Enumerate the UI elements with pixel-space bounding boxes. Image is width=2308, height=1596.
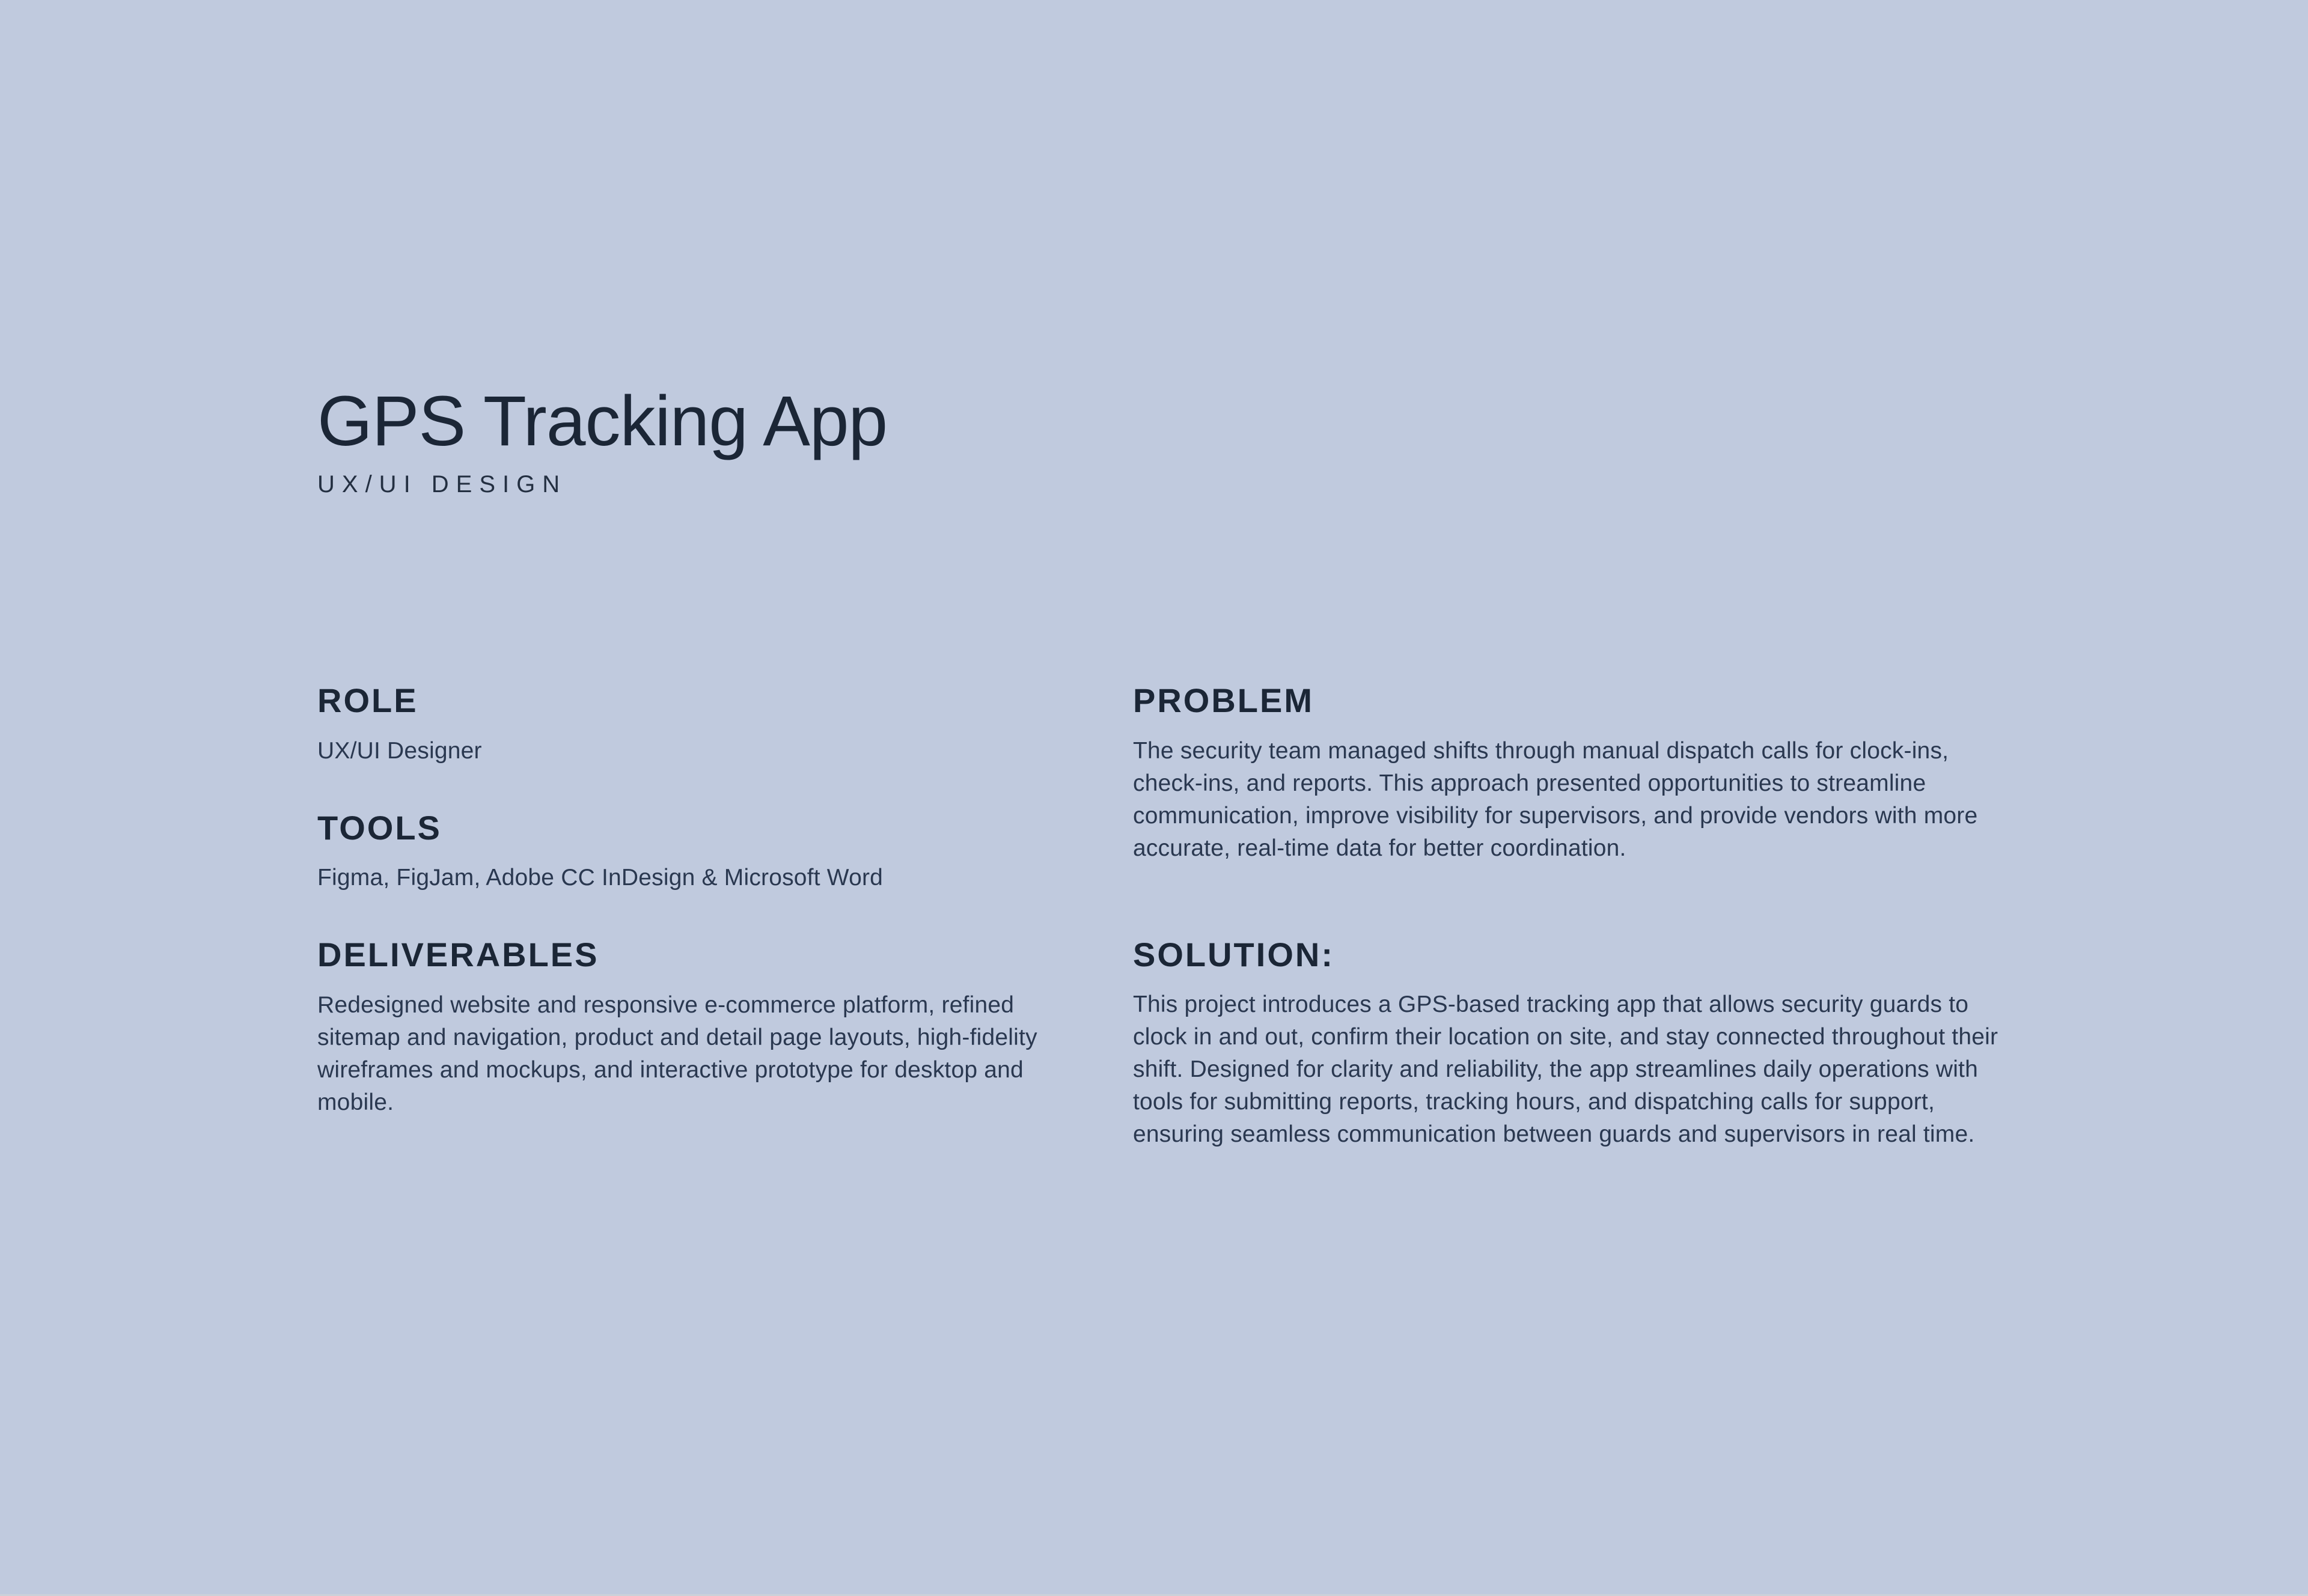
page-title: GPS Tracking App <box>317 382 888 461</box>
section-tools-heading: TOOLS <box>317 808 442 847</box>
section-solution-heading: SOLUTION: <box>1133 935 1334 973</box>
section-role-heading: ROLE <box>317 681 418 719</box>
section-problem-body: The security team managed shifts through manual dispatch calls for clock-ins, check-ins, and reports. This approach presented opportunities to streamline communication, improve visibility for supervisors, and provide vendors with more accurate, real-time data for better coordination. <box>1133 737 1978 861</box>
section-role-body: UX/UI Designer <box>317 737 482 764</box>
section-deliverables-body: Redesigned website and responsive e-commerce platform, refined sitemap and navigation, product and detail page layouts, high-fidelity wireframes and mockups, and interactive prototype for desktop and mobile. <box>317 991 1037 1115</box>
section-tools <box>317 809 1045 895</box>
right-column <box>1133 682 2020 1151</box>
section-problem <box>1133 682 2020 865</box>
page-subtitle: UX/UI DESIGN <box>317 471 567 498</box>
section-deliverables-heading: DELIVERABLES <box>317 936 599 974</box>
section-deliverables <box>317 936 1045 1119</box>
section-problem-heading: PROBLEM <box>1133 681 1314 719</box>
left-column <box>317 682 1045 1119</box>
section-role <box>317 682 1045 767</box>
section-solution-body: This project introduces a GPS-based tracking app that allows security guards to clock in and out, confirm their location on site, and stay connected throughout their shift. Designed for clarity and reliability, the app streamlines daily operations with tools for submitting reports, tracking hours, and dispatching calls for support, ensuring seamless communication between guards and supervisors in real time. <box>1133 991 1998 1148</box>
section-solution <box>1133 936 2020 1151</box>
slide-header <box>317 382 888 498</box>
section-tools-body: Figma, FigJam, Adobe CC InDesign & Microsoft Word <box>317 865 884 891</box>
